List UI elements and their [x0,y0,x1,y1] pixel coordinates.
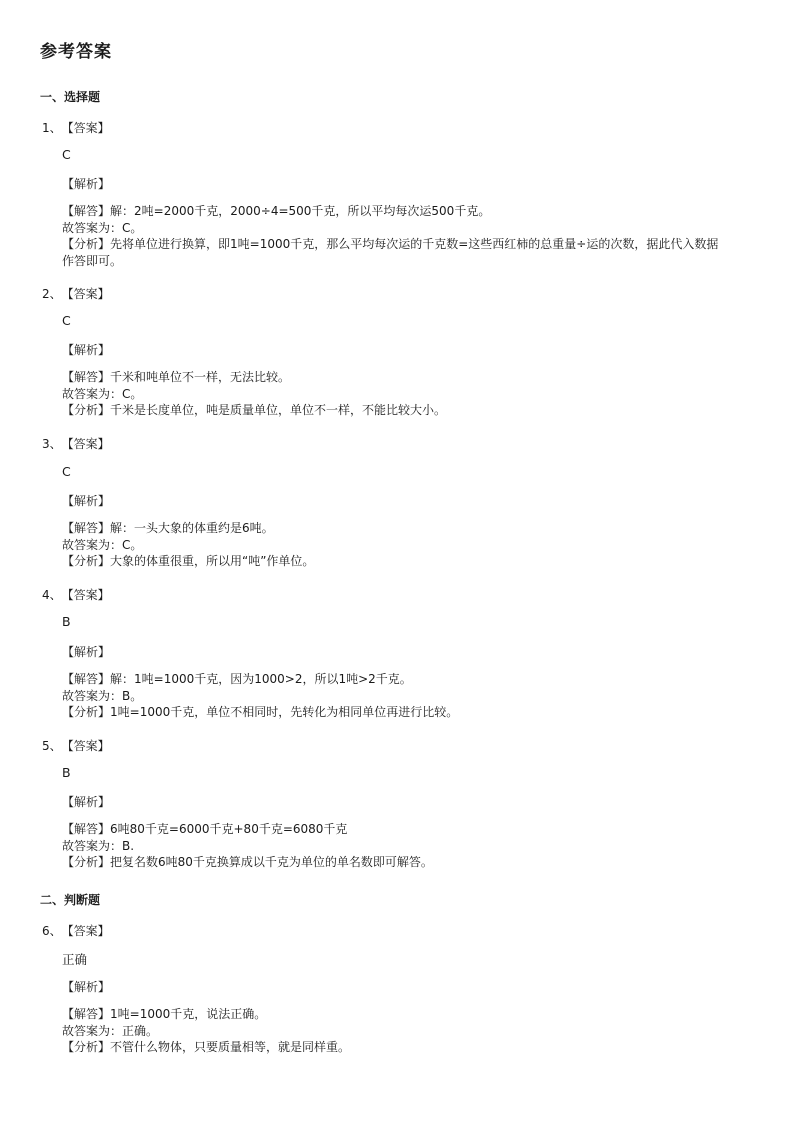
answer-value: C [62,464,71,479]
analysis-detail [62,369,722,419]
detail-line: 【分析】先将单位进行换算，即1吨=1000千克，那么平均每次运的千克数=这些西红柿的总重量÷运的次数，据此代入数据作答即可。 [62,237,719,268]
detail-line: 【分析】大象的体重很重，所以用“吨”作单位。 [62,554,315,568]
detail-line: 【分析】把复名数6吨80千克换算成以千克为单位的单名数即可解答。 [62,855,433,869]
answer-value: B [62,765,71,780]
question-header [42,586,110,603]
detail-line: 【分析】1吨=1000千克，单位不相同时，先转化为相同单位再进行比较。 [62,705,459,719]
analysis-detail [62,1006,722,1056]
question-number: 1、 [42,121,62,135]
answer-label: 【答案】 [61,588,110,602]
answer-value: B [62,614,71,629]
detail-line: 故答案为：C。 [62,220,143,235]
detail-line: 【分析】千米是长度单位，吨是质量单位，单位不一样，不能比较大小。 [62,403,447,417]
analysis-detail [62,203,722,269]
detail-line: 故答案为：C。 [62,386,143,401]
analysis-label: 【解析】 [62,343,111,357]
detail-line: 【分析】不管什么物体，只要质量相等，就是同样重。 [62,1040,351,1054]
answer-label: 【答案】 [61,121,110,135]
analysis-label: 【解析】 [62,795,111,809]
answer-value: C [62,313,71,328]
question-header [42,285,110,302]
answer-value: 正确 [62,952,88,967]
detail-line: 故答案为：B. [62,838,135,853]
question-header [42,737,110,754]
question-number: 4、 [42,588,62,602]
detail-line: 【解答】千米和吨单位不一样，无法比较。 [62,370,291,384]
answer-label: 【答案】 [61,924,110,938]
answer-label: 【答案】 [61,739,110,753]
question-header [42,119,110,136]
detail-line: 【解答】解：一头大象的体重约是6吨。 [62,521,274,535]
answer-value: C [62,147,71,162]
analysis-detail [62,671,722,721]
section-heading: 一、选择题 [40,90,101,104]
detail-line: 故答案为：B。 [62,688,143,703]
analysis-detail [62,520,722,570]
analysis-label: 【解析】 [62,980,111,994]
section-heading: 二、判断题 [40,893,101,907]
question-header [42,922,110,939]
detail-line: 【解答】解：1吨=1000千克，因为1000>2，所以1吨>2千克。 [62,672,412,686]
question-number: 3、 [42,437,62,451]
question-number: 5、 [42,739,62,753]
question-header [42,435,110,452]
detail-line: 故答案为：正确。 [62,1023,159,1038]
detail-line: 【解答】解：2吨=2000千克，2000÷4=500千克，所以平均每次运500千克。 [62,204,491,218]
analysis-detail [62,821,722,871]
analysis-label: 【解析】 [62,494,111,508]
detail-line: 【解答】6吨80千克=6000千克+80千克=6080千克 [62,822,348,836]
analysis-label: 【解析】 [62,177,111,191]
analysis-label: 【解析】 [62,645,111,659]
question-number: 6、 [42,924,62,938]
answer-label: 【答案】 [61,437,110,451]
question-number: 2、 [42,287,62,301]
detail-line: 故答案为：C。 [62,537,143,552]
detail-line: 【解答】1吨=1000千克，说法正确。 [62,1007,267,1021]
page-title: 参考答案 [40,42,112,62]
answer-label: 【答案】 [61,287,110,301]
